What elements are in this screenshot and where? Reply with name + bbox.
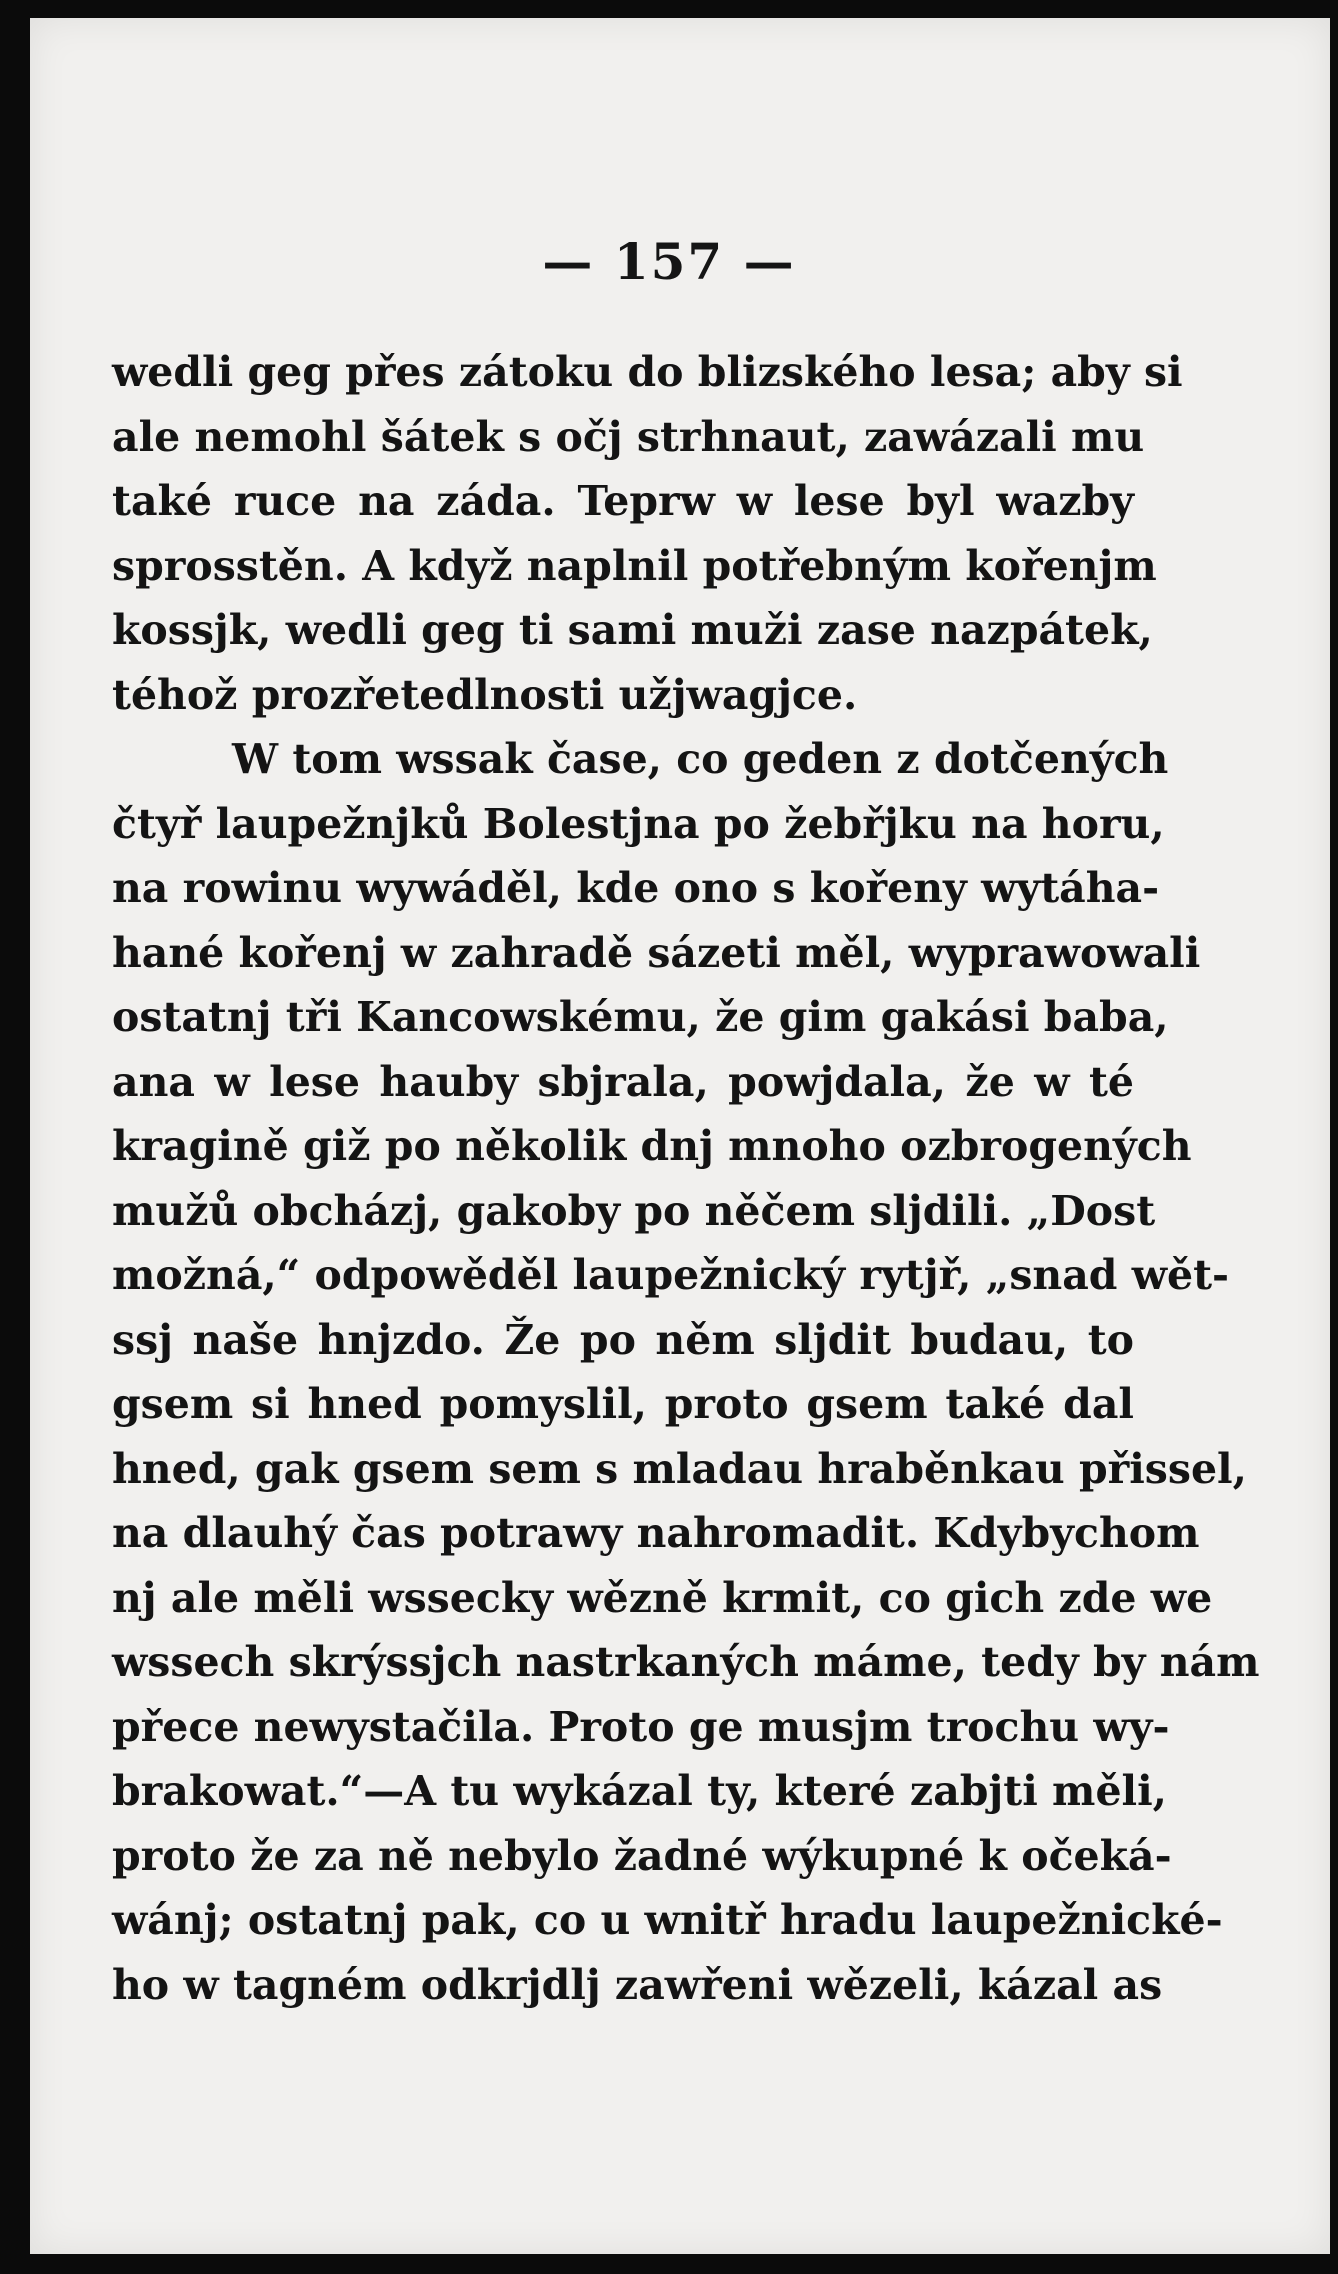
text-line: hned, gak gsem sem s mladau hraběnkau přissel, — [112, 1444, 1247, 1493]
text-line: ana w lese hauby sbjrala, powjdala, že w té — [112, 1057, 1134, 1106]
text-line: téhož prozřetedlnosti užjwagjce. — [112, 670, 858, 719]
text-line: gsem si hned pomyslil, proto gsem také dal — [112, 1380, 1134, 1428]
text-line: také ruce na záda. Teprw w lese byl wazby — [112, 477, 1134, 525]
text-line: wánj; ostatnj pak, co u wnitř hradu laupežnické- — [112, 1896, 1223, 1944]
page-number: — 157 — — [542, 232, 796, 291]
text-line: možná,“ odpowěděl laupežnický rytjř, „snad wět- — [112, 1251, 1230, 1299]
text-line: ale nemohl šátek s očj strhnaut, zawázali mu — [112, 412, 1145, 461]
text-line: ostatnj tři Kancowskému, že gim gakási baba, — [112, 993, 1169, 1041]
text-line: wedli geg přes zátoku do blizského lesa; aby si — [112, 348, 1183, 396]
text-line: proto že za ně nebylo žadné wýkupné k očeká- — [112, 1831, 1172, 1880]
text-line: kragině giž po několik dnj mnoho ozbrogených — [112, 1122, 1192, 1170]
text-line: na rowinu wywáděl, kde ono s kořeny wytáha- — [112, 864, 1160, 912]
text-line: čtyř laupežnjků Bolestjna po žebřjku na horu, — [112, 799, 1165, 848]
text-line: ho w tagném odkrjdlj zawřeni wězeli, kázal as — [112, 1960, 1163, 2009]
text-line: hané kořenj w zahradě sázeti měl, wyprawowali — [112, 928, 1201, 977]
text-line: brakowat.“—A tu wykázal ty, které zabjti měli, — [112, 1767, 1167, 1815]
body-text — [112, 340, 1260, 2017]
text-line: nj ale měli wssecky wězně krmit, co gich zde we — [112, 1573, 1213, 1622]
text-line: mužů obcházj, gakoby po něčem sljdili. „Dost — [112, 1186, 1156, 1235]
text-line: na dlauhý čas potrawy nahromadit. Kdybychom — [112, 1509, 1200, 1557]
text-line: wssech skrýssjch nastrkaných máme, tedy by nám — [112, 1638, 1260, 1686]
paragraph-start-line: W tom wssak čase, co geden z dotčených — [232, 735, 1169, 783]
text-line: ssj naše hnjzdo. Že po něm sljdit budau, to — [112, 1315, 1134, 1364]
text-line: kossjk, wedli geg ti sami muži zase nazpátek, — [112, 606, 1153, 654]
text-line: sprosstěn. A když naplnil potřebným kořenjm — [112, 541, 1157, 590]
text-line: přece newystačila. Proto ge musjm trochu wy- — [112, 1702, 1170, 1751]
